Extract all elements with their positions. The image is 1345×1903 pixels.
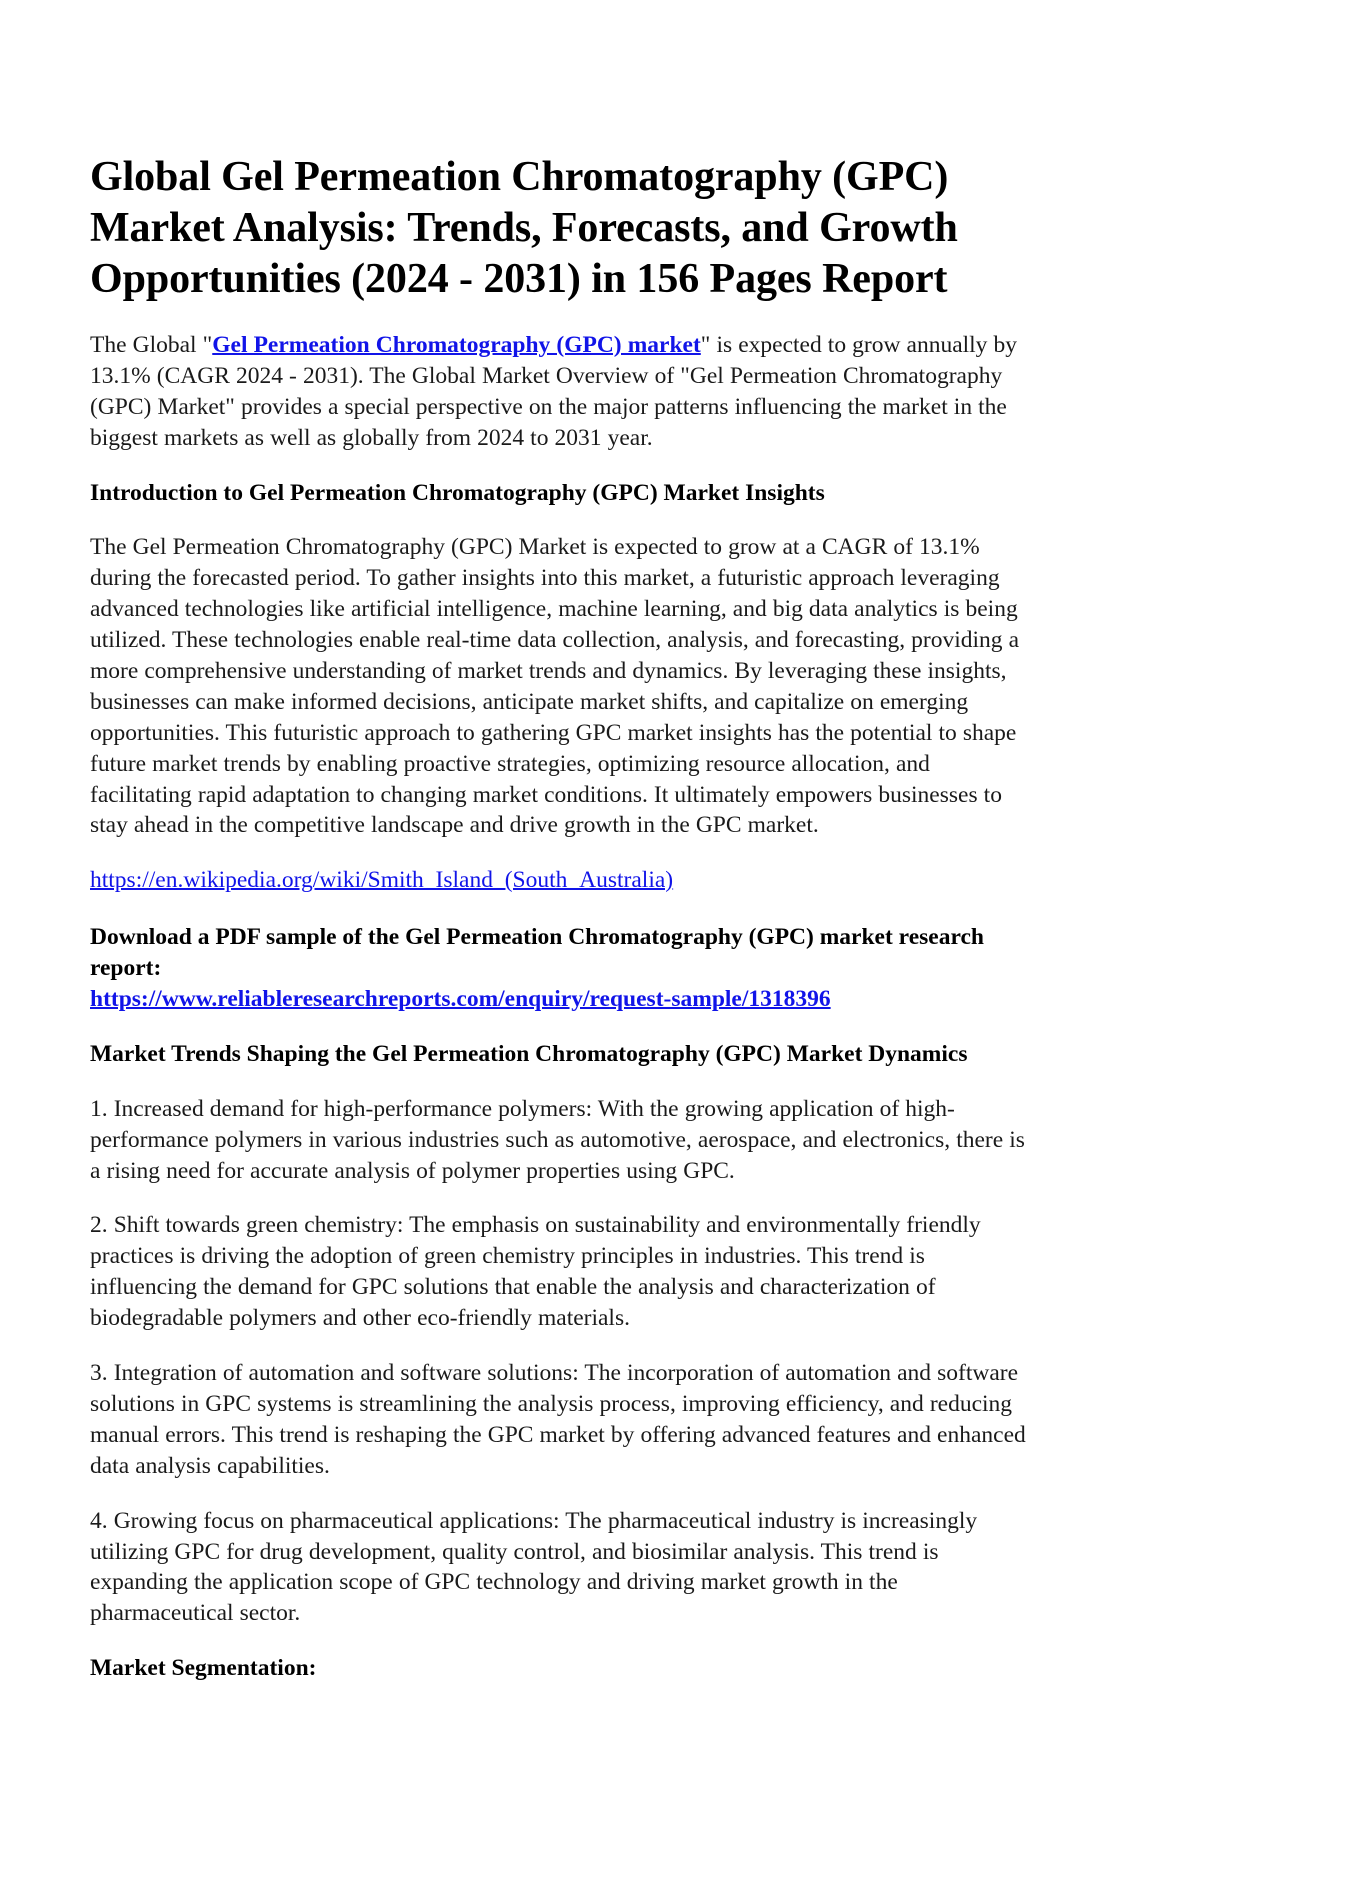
trend-item-2: 2. Shift towards green chemistry: The emphasis on sustainability and environmentally friendly practices is driving the adoption of green chemistry principles in industries. This trend is influencing the demand for GPC solutions that enable the analysis and characterization of biodegradable polymers and other eco-friendly materials. — [90, 1212, 981, 1332]
download-sample-block — [90, 922, 1035, 1015]
gpc-market-link[interactable]: Gel Permeation Chromatography (GPC) market — [212, 332, 701, 358]
request-sample-link[interactable]: https://www.reliableresearchreports.com/enquiry/request-sample/1318396 — [90, 986, 831, 1013]
page-title: Global Gel Permeation Chromatography (GPC) Market Analysis: Trends, Forecasts, and Growth Opportunities (2024 - 2031) in 156 Pages Report — [90, 154, 958, 302]
intro-trailing-text: " is expected to grow annually by 13.1% (CAGR 2024 - 2031). The Global Market Overview of "Gel Permeation Chromatography (GPC) Market" provides a special perspective on the major patterns influencing the market in the biggest markets as well as globally from 2024 to 2031 year. — [90, 332, 1018, 451]
market-trends-heading: Market Trends Shaping the Gel Permeation Chromatography (GPC) Market Dynamics — [90, 1040, 968, 1067]
wikipedia-link-line — [90, 865, 1035, 896]
trend-item-3: 3. Integration of automation and software solutions: The incorporation of automation and software solutions in GPC systems is streamlining the analysis process, improving efficiency, and reducing manual errors. This trend is reshaping the GPC market by offering advanced features and enhanced data analysis capabilities. — [90, 1360, 1026, 1479]
intro-lead-text: The Global " — [90, 332, 213, 358]
introduction-heading: Introduction to Gel Permeation Chromatography (GPC) Market Insights — [90, 479, 825, 506]
wikipedia-link[interactable]: https://en.wikipedia.org/wiki/Smith_Island_(South_Australia) — [90, 867, 674, 894]
document-body — [90, 330, 1035, 1708]
market-segmentation-heading: Market Segmentation: — [90, 1655, 317, 1682]
download-label: Download a PDF sample of the Gel Permeation Chromatography (GPC) market research report: — [90, 924, 984, 982]
intro-paragraph — [90, 330, 1035, 454]
introduction-body-paragraph: The Gel Permeation Chromatography (GPC) Market is expected to grow at a CAGR of 13.1% during the forecasted period. To gather insights into this market, a futuristic approach leveraging advanced technologies like artificial intelligence, machine learning, and big data analytics is being utilized. These technologies enable real-time data collection, analysis, and forecasting, providing a more comprehensive understanding of market trends and dynamics. By leveraging these insights, businesses can make informed decisions, anticipate market shifts, and capitalize on emerging opportunities. This futuristic approach to gathering GPC market insights has the potential to shape future market trends by enabling proactive strategies, optimizing resource allocation, and facilitating rapid adaptation to changing market conditions. It ultimately empowers businesses to stay ahead in the competitive landscape and drive growth in the GPC market. — [90, 534, 1020, 839]
trend-item-4: 4. Growing focus on pharmaceutical applications: The pharmaceutical industry is increasingly utilizing GPC for drug development, quality control, and biosimilar analysis. This trend is expanding the application scope of GPC technology and driving market growth in the pharmaceutical sector. — [90, 1507, 978, 1627]
trend-item-1: 1. Increased demand for high-performance polymers: With the growing application of high-performance polymers in various industries such as automotive, aerospace, and electronics, there is a rising need for accurate analysis of polymer properties using GPC. — [90, 1095, 1025, 1184]
